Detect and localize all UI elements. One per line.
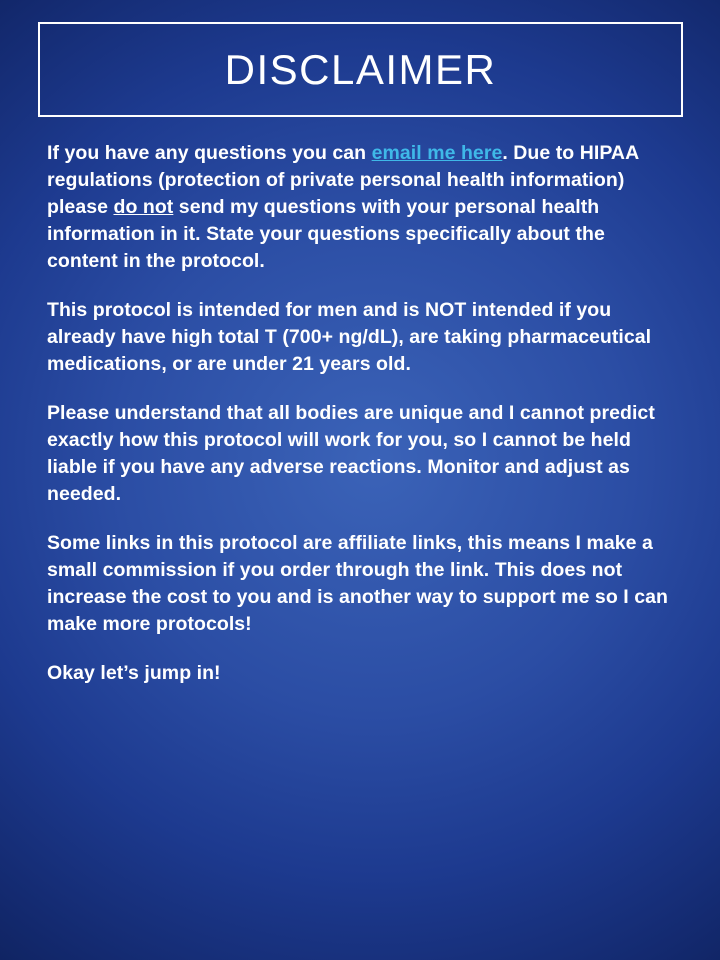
paragraph-p2 <box>47 297 672 378</box>
email-link[interactable]: email me here <box>371 142 503 164</box>
emphasis-text: do not <box>113 196 174 218</box>
body-text: Okay let’s jump in! <box>47 662 221 684</box>
body-text: . Due to HIPAA regulations (protection of private personal health information) please <box>47 142 639 218</box>
body-text: This protocol is intended for men and is NOT intended if you already have high total T (700+ ng/dL), are taking pharmaceutical medications, or are under 21 years old. <box>47 299 652 375</box>
body-text: If you have any questions you can <box>47 142 372 164</box>
body-text: Some links in this protocol are affiliate links, this means I make a small commission if you order through the link. This does not increase the cost to you and is another way to support me so I can make more protocols! <box>47 532 668 635</box>
paragraph-p3 <box>47 400 672 508</box>
page-title: DISCLAIMER <box>224 45 497 93</box>
body-text: Please understand that all bodies are unique and I cannot predict exactly how this protocol will work for you, so I cannot be held liable if you have any adverse reactions. Monitor and adjust as needed. <box>47 402 655 505</box>
paragraph-p5 <box>47 660 672 687</box>
body-text: send my questions with your personal health information in it. State your questions specifically about the content in the protocol. <box>47 196 605 272</box>
paragraph-p1 <box>47 140 672 275</box>
paragraph-p4 <box>47 530 672 638</box>
slide-body <box>47 140 672 687</box>
title-frame <box>38 22 683 117</box>
